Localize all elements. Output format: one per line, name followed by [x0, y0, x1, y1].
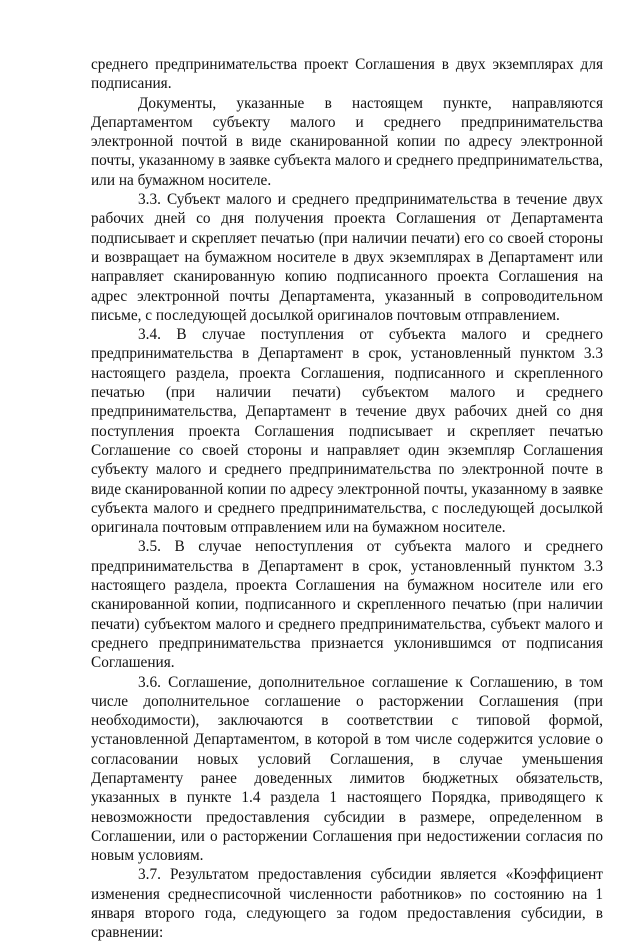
paragraph-3-7: 3.7. Результатом предоставления субсидии является «Коэффициент изменения среднесписочной численности работников» по состоянию на 1 января второго года, следующего за годом предоставления субсидии, в сравнении:: [91, 866, 603, 942]
paragraph-3-5: 3.5. В случае непоступления от субъекта малого и среднего предпринимательства в Департамент в срок, установленный пунктом 3.3 настоящего раздела, проекта Соглашения на бумажном носителе или его сканированной копии, подписанного и скрепленного печатью (при наличии печати) субъектом малого и среднего предпринимательства, субъект малого и среднего предпринимательства признается уклонившимся от подписания Соглашения.: [91, 538, 603, 672]
paragraph-3-4: 3.4. В случае поступления от субъекта малого и среднего предпринимательства в Департамент в срок, установленный пунктом 3.3 настоящего раздела, проекта Соглашения, подписанного и скрепленного печатью (при наличии печати) субъектом малого и среднего предпринимательства, Департамент в течение двух рабочих дней со дня поступления проекта Соглашения подписывает и скрепляет печатью Соглашение со своей стороны и направляет один экземпляр Соглашения субъекту малого и среднего предпринимательства по электронной почте в виде сканированной копии по адресу электронной почты, указанному в заявке субъекта малого и среднего предпринимательства, с последующей досылкой оригинала почтовым отправлением или на бумажном носителе.: [91, 326, 603, 537]
paragraph-documents: Документы, указанные в настоящем пункте, направляются Департаментом субъекту малого и среднего предпринимательства электронной почтой в виде сканированной копии по адресу электронной почты, указанному в заявке субъекта малого и среднего предпринимательства, или на бумажном носителе.: [91, 94, 603, 189]
paragraph-continuation: среднего предпринимательства проект Соглашения в двух экземплярах для подписания.: [91, 56, 603, 93]
paragraph-3-6: 3.6. Соглашение, дополнительное соглашение к Соглашению, в том числе дополнительное соглашение о расторжении Соглашения (при необходимости), заключаются в соответствии с типовой формой, установленной Департаментом, в которой в том числе содержится условие о согласовании новых условий Соглашения, в случае уменьшения Департаменту ранее доведенных лимитов бюджетных обязательств, указанных в пункте 1.4 раздела 1 настоящего Порядка, приводящего к невозможности предоставления субсидии в размере, определенном в Соглашении, или о расторжении Соглашения при недостижении согласия по новым условиям.: [91, 673, 603, 865]
paragraph-3-3: 3.3. Субъект малого и среднего предпринимательства в течение двух рабочих дней со дня получения проекта Соглашения от Департамента подписывает и скрепляет печатью (при наличии печати) его со своей стороны и возвращает на бумажном носителе в двух экземплярах в Департамент или направляет сканированную копию подписанного проекта Соглашения на адрес электронной почты Департамента, указанный в сопроводительном письме, с последующей досылкой оригиналов почтовым отправлением.: [91, 191, 603, 324]
